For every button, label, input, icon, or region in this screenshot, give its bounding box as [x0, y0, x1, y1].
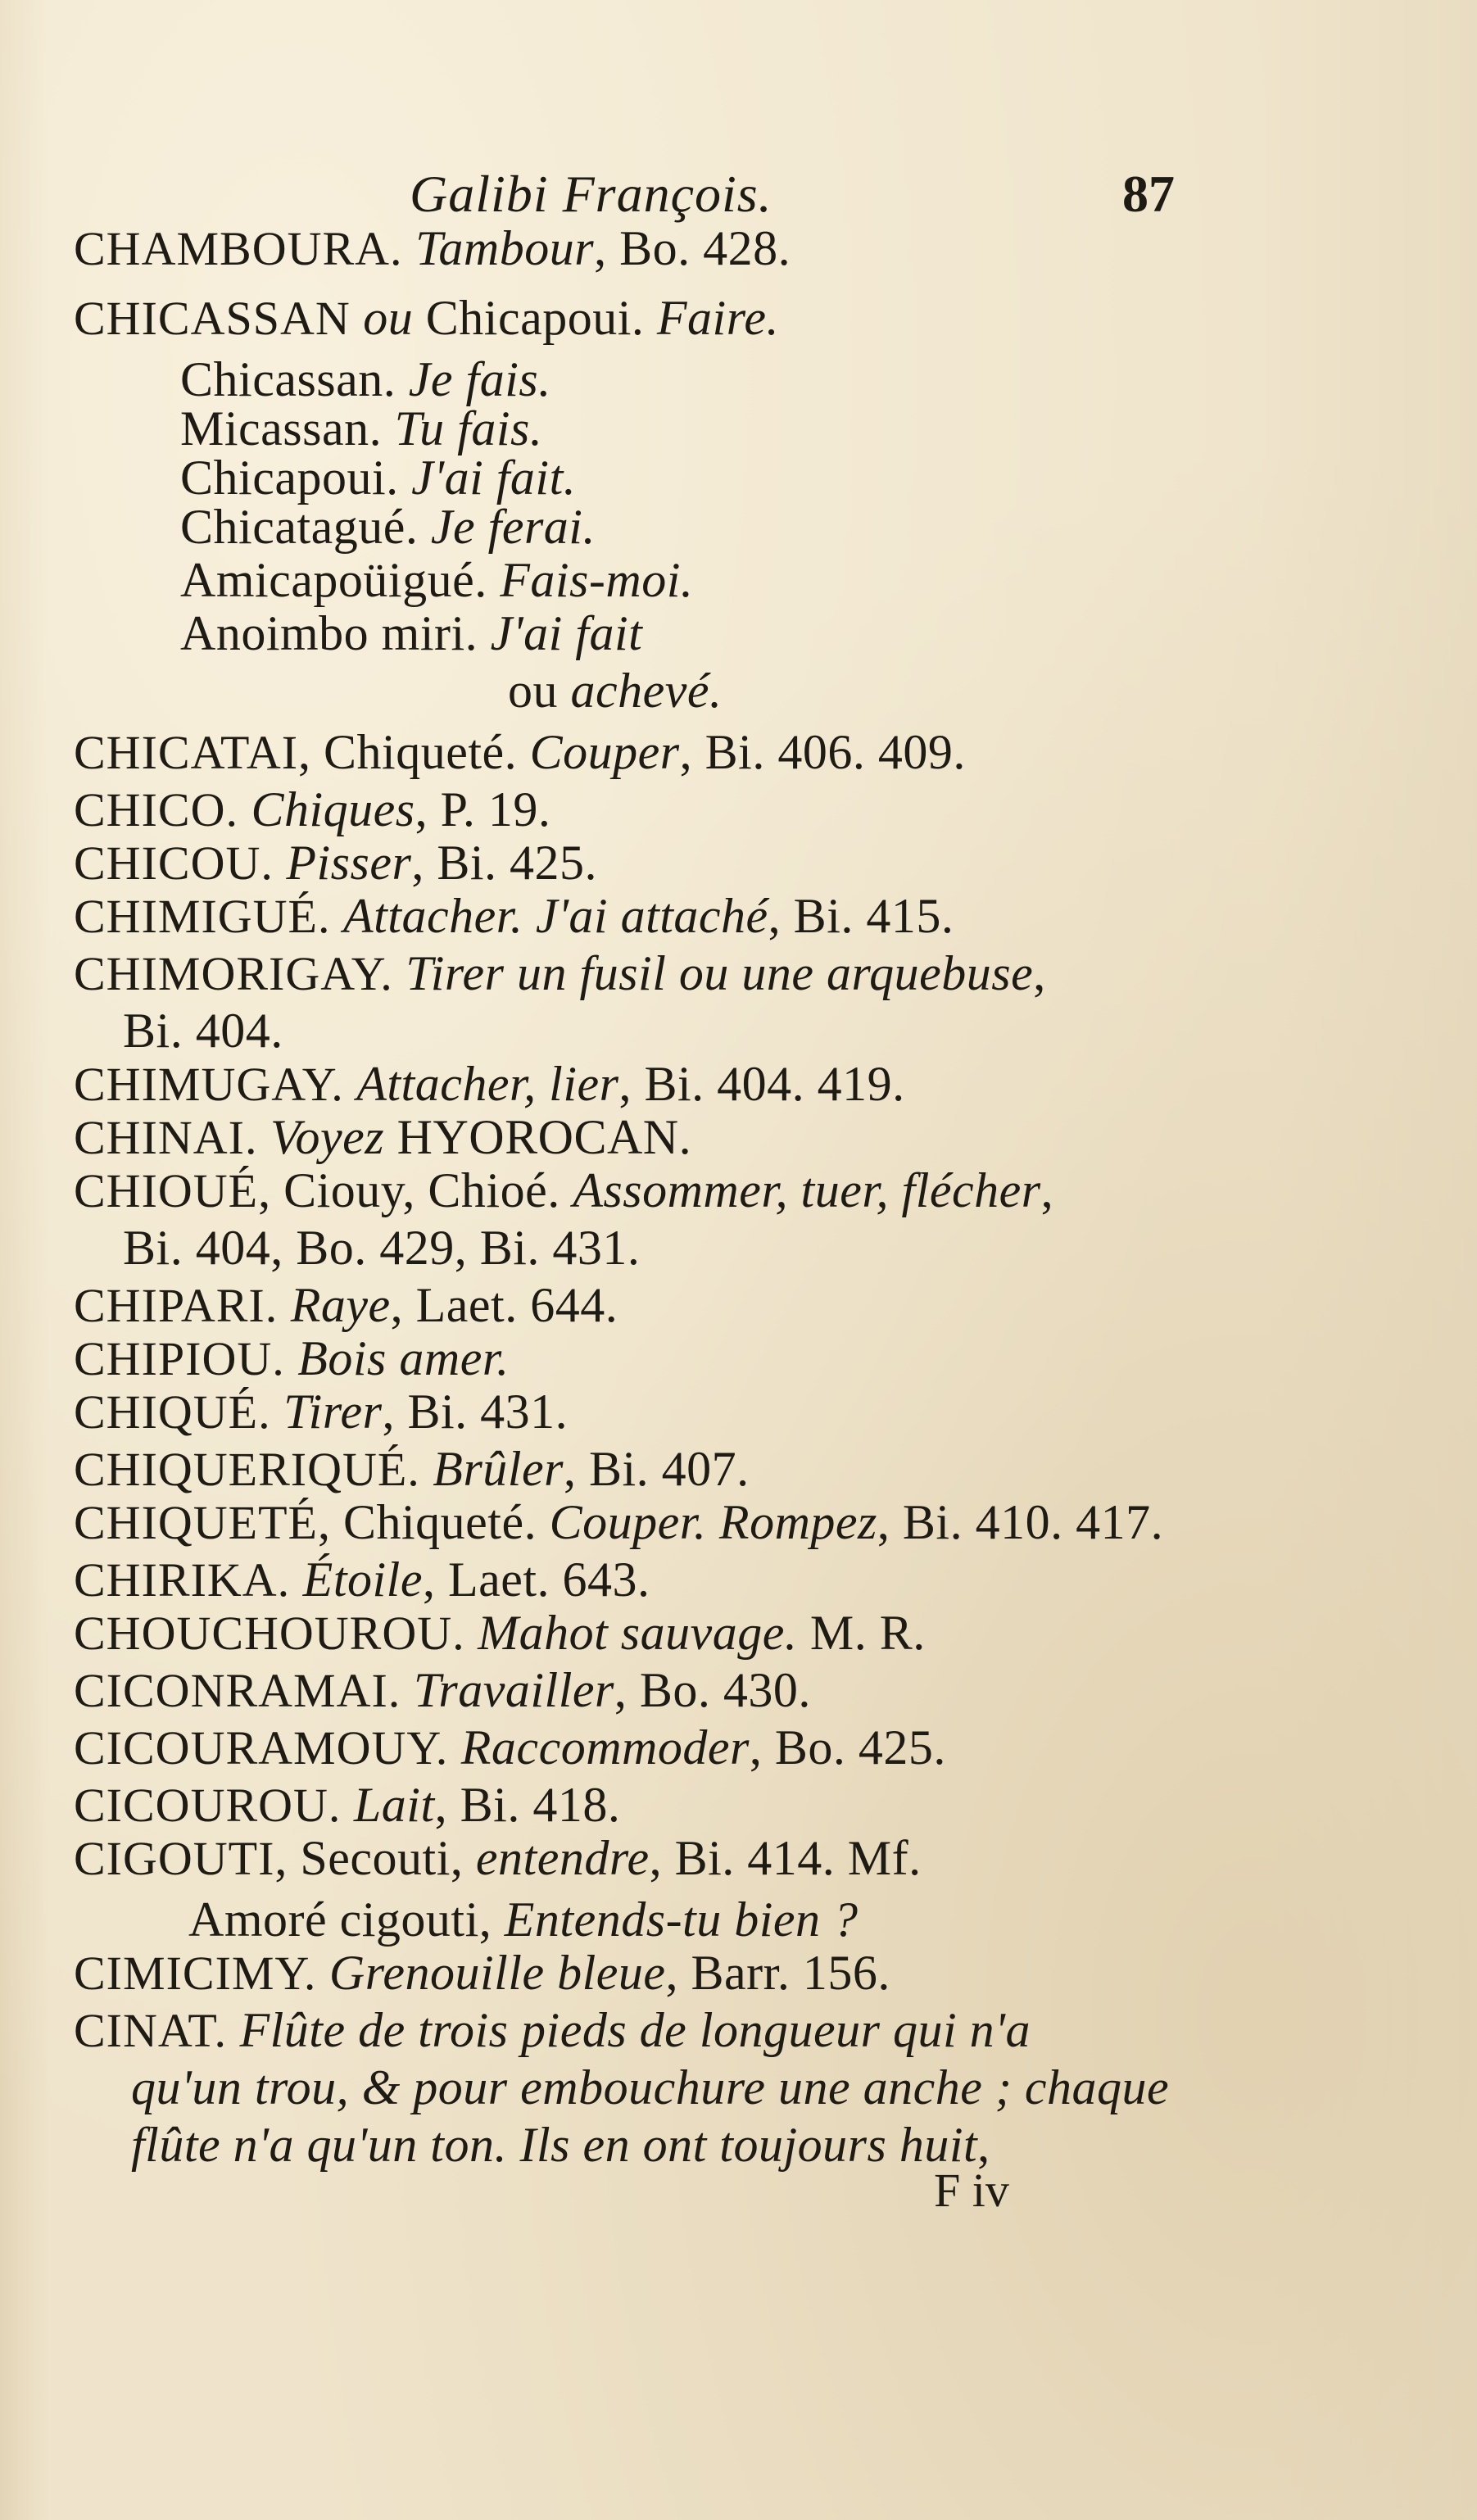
entry-text: , Bi. 418. — [434, 1778, 621, 1832]
entry-gloss: Couper — [529, 725, 680, 779]
entry-text — [330, 889, 343, 943]
entry-line — [74, 784, 550, 836]
entry-gloss: ou — [363, 291, 414, 345]
entry-gloss: Je fais. — [396, 352, 551, 406]
entry-line — [74, 1607, 926, 1659]
entry-text: , Bo. 428. — [594, 221, 791, 275]
entry-text: , Bi. 415. — [768, 889, 954, 943]
running-title: Galibi François. — [410, 165, 772, 223]
entry-text — [401, 1663, 414, 1717]
entry-gloss: Tirer un fusil ou une arquebuse — [405, 946, 1034, 1000]
entry-text — [420, 1442, 433, 1496]
entry-text: , Secouti, — [274, 1831, 476, 1885]
entry-headword: CHIQUETÉ — [74, 1496, 318, 1549]
entry-headword: CIGOUTI — [74, 1832, 275, 1885]
entry-headword: CHIPARI. — [74, 1279, 279, 1332]
entry-gloss: entendre — [475, 1831, 650, 1885]
entry-gloss: Bois amer. — [297, 1331, 510, 1385]
entry-gloss: Pisser — [286, 836, 412, 890]
entry-text: HYOROCAN. — [384, 1110, 692, 1164]
entry-text: , — [1033, 946, 1046, 1000]
entry-headword: CHIQUÉ. — [74, 1385, 271, 1439]
entry-headword: CICONRAMAI. — [74, 1664, 401, 1717]
entry-gloss: Faire. — [656, 291, 779, 345]
entry-text — [274, 836, 287, 890]
entry-text: , Bi. 407. — [563, 1442, 750, 1496]
entry-gloss: Chiques — [251, 782, 415, 836]
entry-line — [188, 1894, 859, 1945]
entry-gloss: Mahot sauvage. — [478, 1606, 798, 1660]
entry-headword: CHICATAI — [74, 726, 299, 779]
entry-line — [74, 1386, 568, 1438]
entry-gloss: Tirer — [283, 1385, 383, 1439]
entry-line — [180, 501, 596, 552]
entry-text: ou — [508, 664, 571, 718]
entry-line — [180, 452, 576, 503]
entry-text — [448, 1720, 461, 1774]
entry-text — [344, 1057, 357, 1111]
entry-headword: CHIMIGUÉ. — [74, 890, 331, 943]
entry-text: , Bi. 406. 409. — [679, 725, 966, 779]
entry-line — [74, 1165, 1053, 1217]
entry-text: M. R. — [797, 1606, 926, 1660]
entry-text — [403, 221, 416, 275]
entry-line — [131, 2062, 1169, 2113]
entry-line — [74, 223, 791, 274]
entry-line — [180, 555, 693, 605]
entry-headword: CICOURAMOUY. — [74, 1721, 449, 1774]
entry-line — [74, 1779, 620, 1831]
entry-gloss: Couper. Rompez — [549, 1495, 877, 1549]
entry-gloss: flûte n'a qu'un ton. Ils en ont toujours huit — [131, 2118, 978, 2172]
entry-line — [74, 727, 966, 778]
entry-line — [180, 608, 642, 659]
entry-gloss: achevé. — [570, 664, 723, 718]
entry-text — [290, 1552, 303, 1607]
entry-text — [341, 1778, 354, 1832]
entry-gloss: Étoile — [302, 1552, 423, 1607]
entry-gloss: J'ai fait — [478, 606, 643, 660]
entry-line — [74, 2005, 1031, 2056]
entry-gloss: Voyez — [270, 1110, 385, 1164]
entry-gloss: qu'un trou, & pour embouchure une anche ; chaque — [131, 2060, 1170, 2114]
entry-line — [74, 1333, 510, 1385]
entry-text — [227, 2003, 240, 2057]
entry-gloss: Je ferai. — [418, 500, 596, 554]
entry-headword: CIMICIMY. — [74, 1947, 317, 2000]
entry-text: , Barr. 156. — [665, 1946, 890, 2000]
entry-text: Bi. 404. — [123, 1004, 283, 1058]
entry-headword: CHICO. — [74, 783, 238, 836]
entry-text — [271, 1385, 284, 1439]
entry-gloss: Tambour — [415, 221, 595, 275]
entry-text: , — [977, 2118, 990, 2172]
entry-text — [465, 1606, 478, 1660]
entry-headword: CICOUROU. — [74, 1779, 342, 1832]
entry-headword: CHIPIOU. — [74, 1332, 285, 1385]
entry-text: Chicassan. — [180, 352, 396, 406]
signature-mark: F iv — [934, 2164, 1009, 2217]
entry-text: , Bi. 431. — [382, 1385, 569, 1439]
entry-line — [74, 1280, 618, 1331]
page-number: 87 — [1122, 165, 1175, 223]
entry-text: , Bo. 430. — [614, 1663, 811, 1717]
entry-line — [74, 1947, 890, 1999]
entry-text: , Ciouy, Chioé. — [258, 1163, 573, 1217]
entry-headword: CHICOU. — [74, 836, 274, 890]
entry-headword: CHOUCHOUROU. — [74, 1607, 465, 1660]
entry-text: Anoimbo miri. — [180, 606, 478, 660]
entry-gloss: Tu fais. — [382, 401, 543, 456]
entry-gloss: Attacher. J'ai attaché — [342, 889, 768, 943]
entry-headword: CHIMORIGAY. — [74, 947, 393, 1000]
entry-text: Bi. 404, Bo. 429, Bi. 431. — [123, 1221, 641, 1275]
entry-headword: CHAMBOURA. — [74, 222, 403, 275]
entry-line — [74, 1833, 922, 1884]
entry-headword: CHIRIKA. — [74, 1553, 291, 1607]
entry-gloss: Raccommoder — [460, 1720, 750, 1774]
entry-text — [257, 1110, 270, 1164]
entry-line — [74, 1665, 811, 1716]
entry-line — [74, 1058, 905, 1110]
entry-line — [74, 948, 1046, 999]
entry-gloss: Grenouille bleue — [328, 1946, 666, 2000]
entry-text: Micassan. — [180, 401, 383, 456]
entry-text: , Bi. 414. Mf. — [649, 1831, 922, 1885]
entry-gloss: Assommer, tuer, flécher — [573, 1163, 1041, 1217]
entry-line — [131, 2119, 990, 2170]
entry-gloss: Attacher, lier — [356, 1057, 619, 1111]
entry-gloss: Lait — [353, 1778, 435, 1832]
entry-line — [74, 292, 779, 344]
entry-text: , P. 19. — [415, 782, 551, 836]
entry-headword: CHIOUÉ — [74, 1164, 259, 1217]
entry-gloss: Flûte de trois pieds de longueur qui n'a — [239, 2003, 1031, 2057]
entry-line — [74, 1444, 750, 1495]
entry-text — [316, 1946, 329, 2000]
entry-text: Amoré cigouti, — [188, 1892, 505, 1947]
entry-text: Chicatagué. — [180, 500, 419, 554]
entry-line — [180, 354, 551, 405]
entry-line — [74, 837, 597, 889]
page-header — [410, 164, 1229, 229]
entry-text: , Laet. 643. — [422, 1552, 650, 1607]
entry-text: , — [1040, 1163, 1054, 1217]
entry-text: , Chiqueté. — [298, 725, 530, 779]
entry-text — [393, 946, 406, 1000]
page-edge-shade — [1264, 0, 1477, 2520]
entry-text — [278, 1278, 291, 1332]
entry-text — [351, 291, 364, 345]
entry-gloss: Travailler — [413, 1663, 614, 1717]
entry-headword: CHICASSAN — [74, 292, 351, 345]
entry-text: Chicapoui. — [413, 291, 657, 345]
entry-line — [74, 891, 954, 942]
entry-gloss: J'ai fait. — [398, 451, 577, 505]
entry-text: Chicapoui. — [180, 451, 399, 505]
entry-headword: CHINAI. — [74, 1111, 258, 1164]
entry-line — [74, 1722, 946, 1774]
entry-text: , Bi. 410. 417. — [877, 1495, 1164, 1549]
entry-line — [74, 1112, 691, 1163]
entry-text: , Chiqueté. — [317, 1495, 550, 1549]
entry-gloss: Raye — [290, 1278, 391, 1332]
entry-text: , Laet. 644. — [390, 1278, 618, 1332]
entry-line — [123, 1005, 283, 1056]
entry-gloss: Entends-tu bien ? — [504, 1892, 859, 1947]
entry-line — [74, 1554, 650, 1606]
entry-headword: CHIMUGAY. — [74, 1058, 344, 1111]
entry-text: , Bi. 404. 419. — [618, 1057, 905, 1111]
entry-text — [285, 1331, 298, 1385]
entry-gloss: Brûler — [433, 1442, 564, 1496]
entry-text: , Bi. 425. — [411, 836, 598, 890]
entry-headword: CHIQUERIQUÉ. — [74, 1443, 420, 1496]
entry-text: Amicapoüigué. — [180, 553, 487, 607]
entry-line — [123, 1222, 640, 1273]
entry-line — [180, 403, 542, 454]
entry-headword: CINAT. — [74, 2004, 227, 2057]
entry-line — [74, 1497, 1163, 1548]
entry-text — [238, 782, 251, 836]
entry-line — [508, 665, 723, 716]
entry-text: , Bo. 425. — [749, 1720, 946, 1774]
entry-gloss: Fais-moi. — [487, 553, 694, 607]
